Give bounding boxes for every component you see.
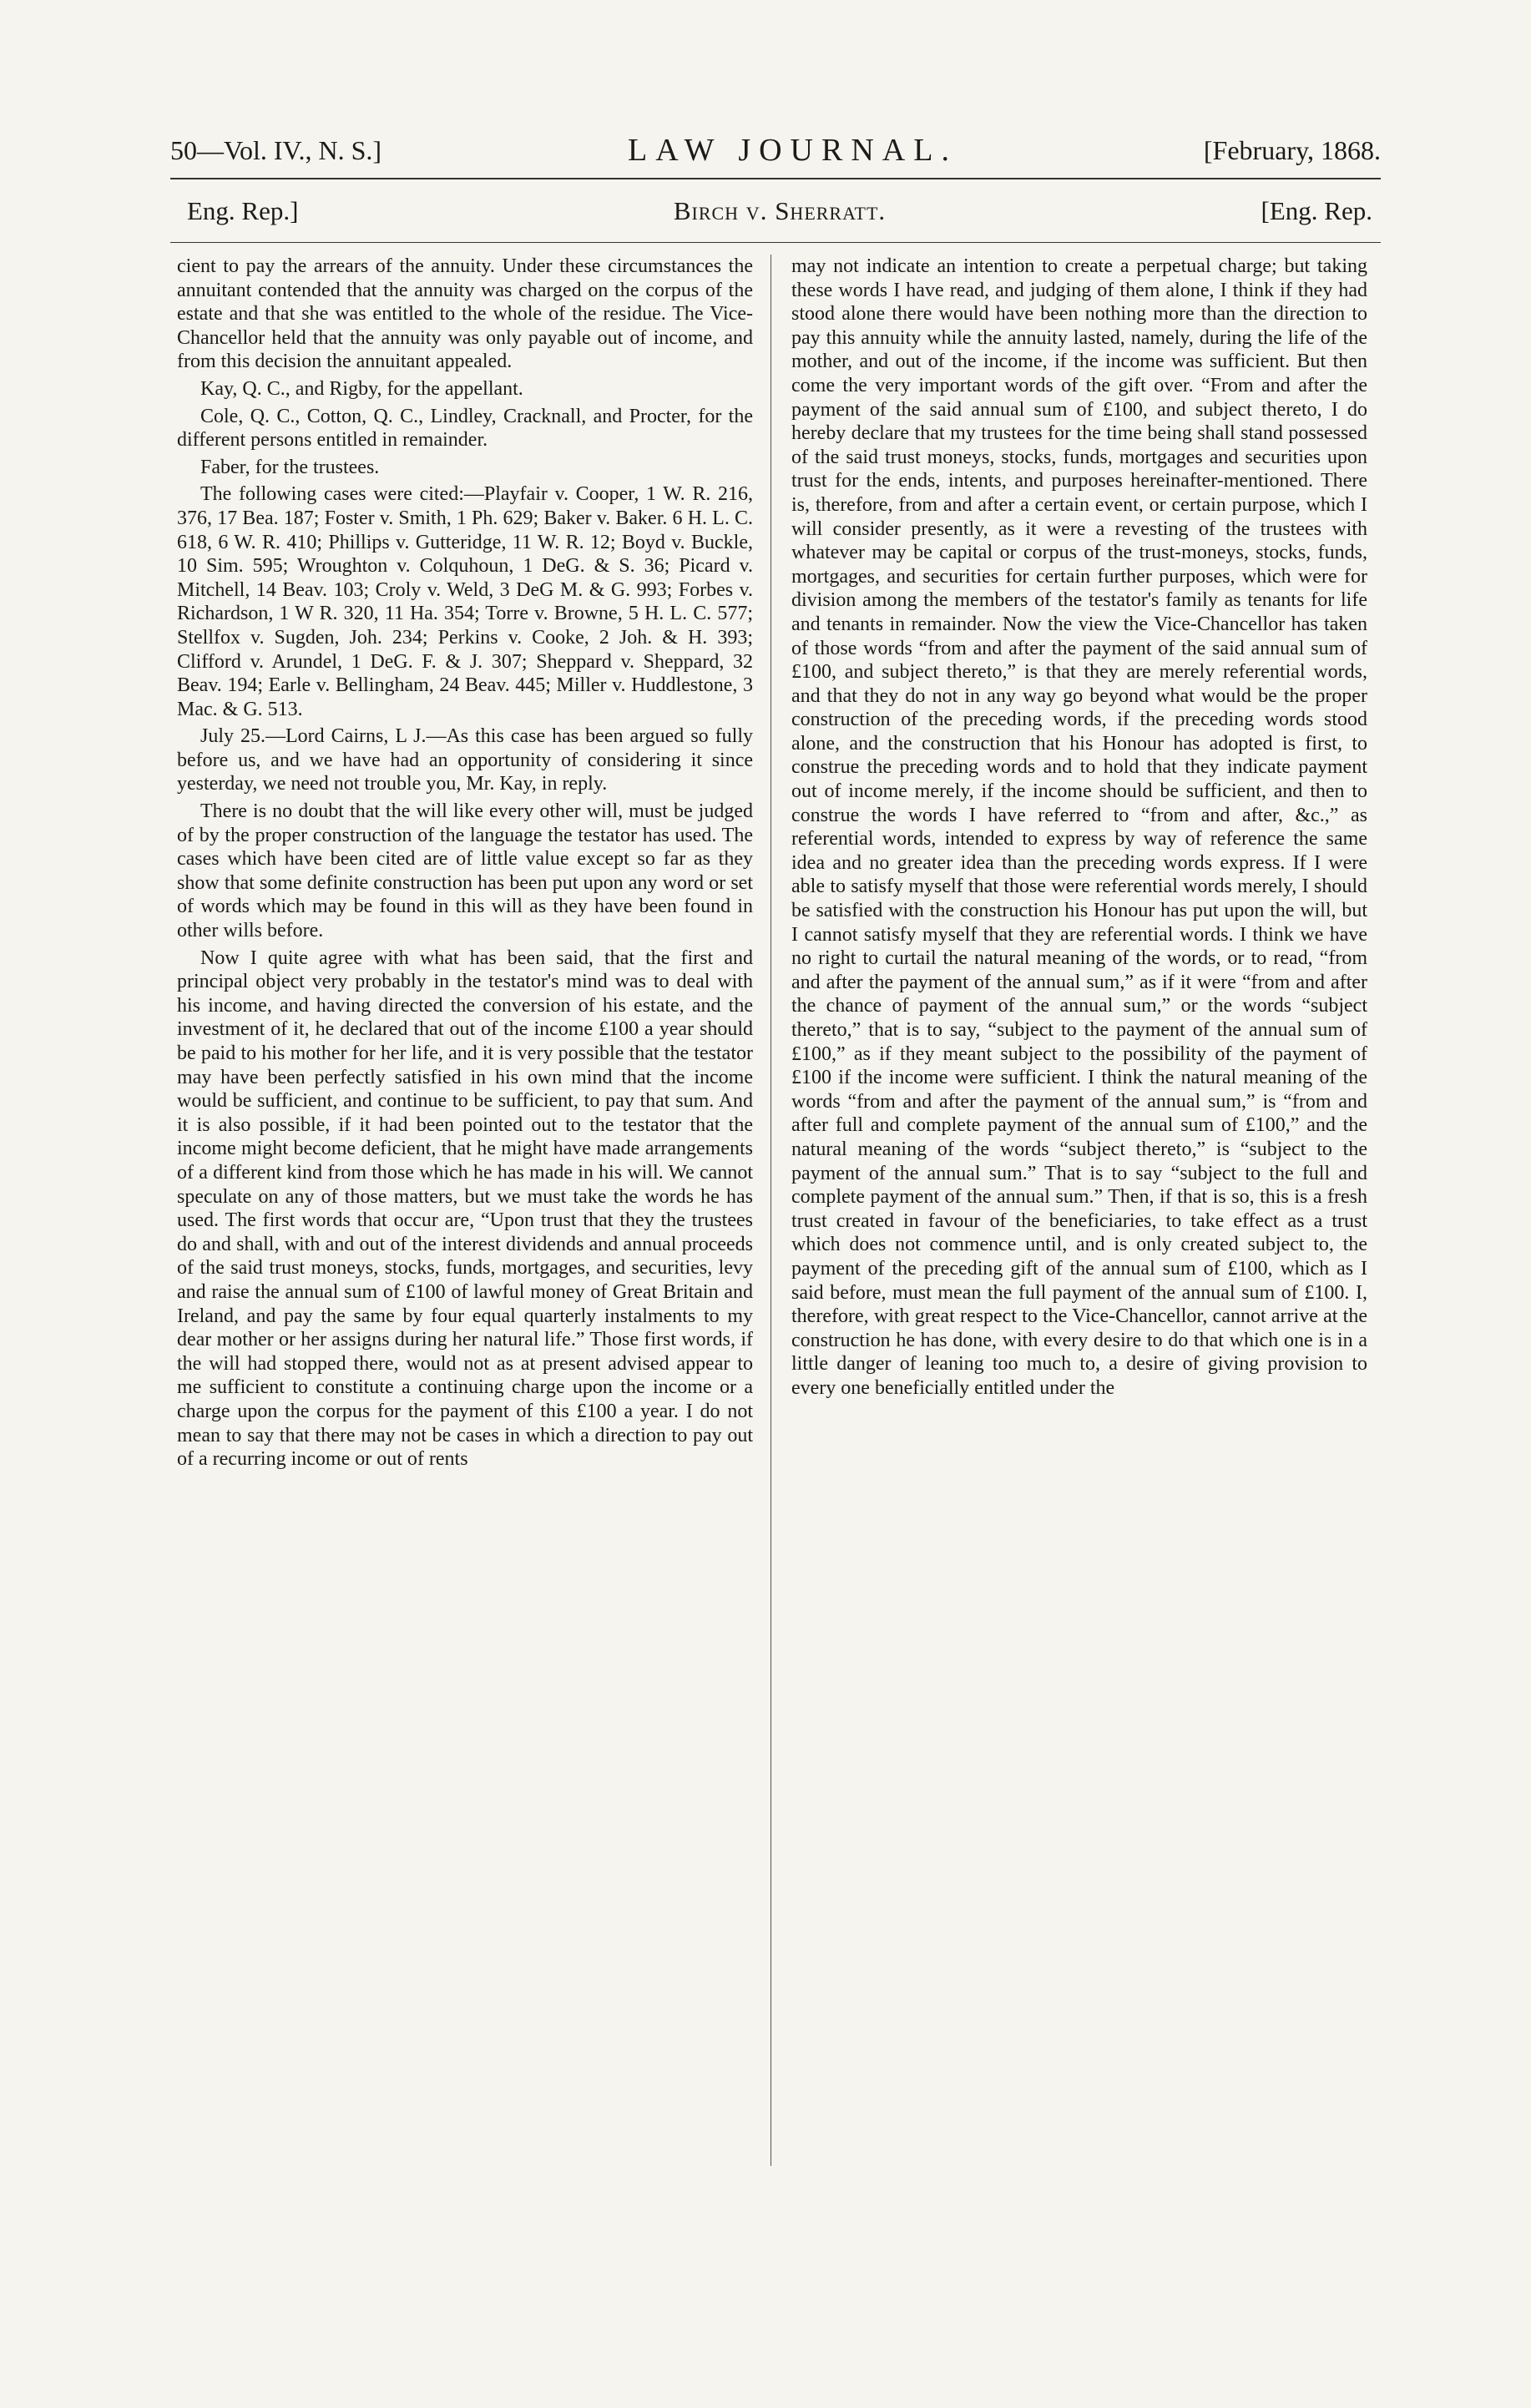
paragraph: Cole, Q. C., Cotton, Q. C., Lindley, Cracknall, and Procter, for the different persons entitled in remainder. [177,405,753,452]
left-column [177,255,753,1475]
running-header [170,129,1381,171]
case-title: Birch v. Sherratt. [673,196,887,225]
paragraph: The following cases were cited:—Playfair v. Cooper, 1 W. R. 216, 376, 17 Bea. 187; Foster v. Smith, 1 Ph. 629; Baker v. Baker. 6 H. L. C. 618, 6 W. R. 410; Phillips v. Gutteridge, 11 W. R. 12; Boyd v. Buckle, 10 Sim. 595; Wroughton v. Colquhoun, 1 DeG. & S. 36; Picard v. Mitchell, 14 Beav. 103; Croly v. Weld, 3 DeG M. & G. 993; Forbes v. Richardson, 1 W R. 320, 11 Ha. 354; Torre v. Browne, 5 H. L. C. 577; Stellfox v. Sugden, Joh. 234; Perkins v. Cooke, 2 Joh. & H. 393; Clifford v. Arundel, 1 DeG. F. & J. 307; Sheppard v. Sheppard, 32 Beav. 194; Earle v. Bellingham, 24 Beav. 445; Miller v. Huddlestone, 3 Mac. & G. 513. [177,483,753,720]
paragraph: There is no doubt that the will like every other will, must be judged of by the proper construction of the language the testator has used. The cases which have been cited are of little value except so far as they show that some definite construction has been put upon any word or set of words which may be found in this will as they have been found in other wills before. [177,800,753,942]
header-rule [170,178,1381,179]
section-label-left: Eng. Rep.] [187,196,299,225]
journal-title: LAW JOURNAL. [628,133,958,168]
case-header [187,190,1372,232]
section-label-right: [Eng. Rep. [1261,196,1372,225]
case-header-rule [170,242,1381,243]
paragraph: cient to pay the arrears of the annuity. Under these circumstances the annuitant contended that the annuity was charged on the corpus of the estate and that she was entitled to the whole of the residue. The Vice-Chancellor held that the annuity was only payable out of income, and from this decision the annuitant appealed. [177,255,753,373]
paragraph: may not indicate an intention to create a perpetual charge; but taking these words I have read, and judging of them alone, I think if they had stood alone there would have been nothing more than the direction to pay this annuity while the annuity lasted, namely, during the life of the mother, and out of the income, if the income was sufficient. But then come the very important words of the gift over. “From and after the payment of the said annual sum of £100, and subject thereto, I do hereby declare that my trustees for the time being shall stand possessed of the said trust moneys, stocks, funds, mortgages and securities upon trust for the ends, intents, and purposes hereinafter-mentioned. There is, therefore, from and after a certain event, or certain purpose, which I will consider presently, as it were a revesting of the trustees with whatever may be capital or corpus of the trust-moneys, stocks, funds, mortgages, and securities for certain further purposes, which were for division among the members of the testator's family as tenants for life and tenants in remainder. Now the view the Vice-Chancellor has taken of those words “from and after the payment of the said annual sum of £100, and subject thereto,” is that they are merely referential words, and that they do not in any way go beyond what would be the proper construction of the preceding words, if the preceding words stood alone, and the construction that his Honour has adopted is first, to construe the preceding words and to hold that they indicate payment out of income merely, if the income should be sufficient, and then to construe the words I have referred to “from and after, &c.,” as referential words, intended to express by way of reference the same idea and no greater idea than the preceding words express. If I were able to satisfy myself that those were referential words merely, I should be satisfied with the construction his Honour has put upon the will, but I cannot satisfy myself that they are referential words. I think we have no right to curtail the natural meaning of the words, or to read, “from and after the payment of the annual sum,” as if it were “from and after the chance of payment of the annual sum,” or the words “subject thereto,” that is to say, “subject to the payment of the annual sum of £100,” as if they meant subject to the possibility of the payment of £100 if the income were sufficient. I think the natural meaning of the words “from and after the payment of the annual sum,” is “from and after full and complete payment of the annual sum of £100,” and the natural meaning of the words “subject thereto,” is “subject to the payment of the annual sum.” That is to say “subject to the full and complete payment of the annual sum.” Then, if that is so, this is a fresh trust created in favour of the beneficiaries, to take effect as a trust which does not commence until, and is only created subject to, the payment of the preceding gift of the annual sum of £100, which as I said before, must mean the full payment of the annual sum of £100. I, therefore, with great respect to the Vice-Chancellor, cannot arrive at the construction he has done, with every desire to do that which one is in a little danger of leaning too much to, a desire of giving provision to every one beneficially entitled under the [791,255,1367,1399]
paragraph: Now I quite agree with what has been said, that the first and principal object very probably in the testator's mind was to deal with his income, and having directed the conversion of his estate, and the investment of it, he declared that out of the income £100 a year should be paid to his mother for her life, and it is very possible that the testator may have been perfectly satisfied in his own mind that the income would be sufficient, and continue to be sufficient, to pay that sum. And it is also possible, if it had been pointed out to the testator that the income might become deficient, that he might have made arrangements of a different kind from those which he has made in his will. We cannot speculate on any of those matters, but we must take the words he has used. The first words that occur are, “Upon trust that they the trustees do and shall, with and out of the interest dividends and annual proceeds of the said trust moneys, stocks, funds, mortgages, and securities, levy and raise the annual sum of £100 of lawful money of Great Britain and Ireland, and pay the same by four equal quarterly instalments to my dear mother or her assigns during her natural life.” Those first words, if the will had stopped there, would not as at present advised appear to me sufficient to constitute a continuing charge upon the income or a charge upon the corpus for the payment of this £100 a year. I do not mean to say that there may not be cases in which a direction to pay out of a recurring income or out of rents [177,947,753,1471]
issue-date: [February, 1868. [1203,134,1381,165]
right-column [791,255,1367,1404]
volume-number: 50—Vol. IV., N. S.] [170,134,382,165]
paragraph: Faber, for the trustees. [200,456,380,478]
paragraph: Kay, Q. C., and Rigby, for the appellant. [200,377,523,400]
paragraph: July 25.—Lord Cairns, L J.—As this case has been argued so fully before us, and we have had an opportunity of considering it since yesterday, we need not trouble you, Mr. Kay, in reply. [177,725,753,795]
